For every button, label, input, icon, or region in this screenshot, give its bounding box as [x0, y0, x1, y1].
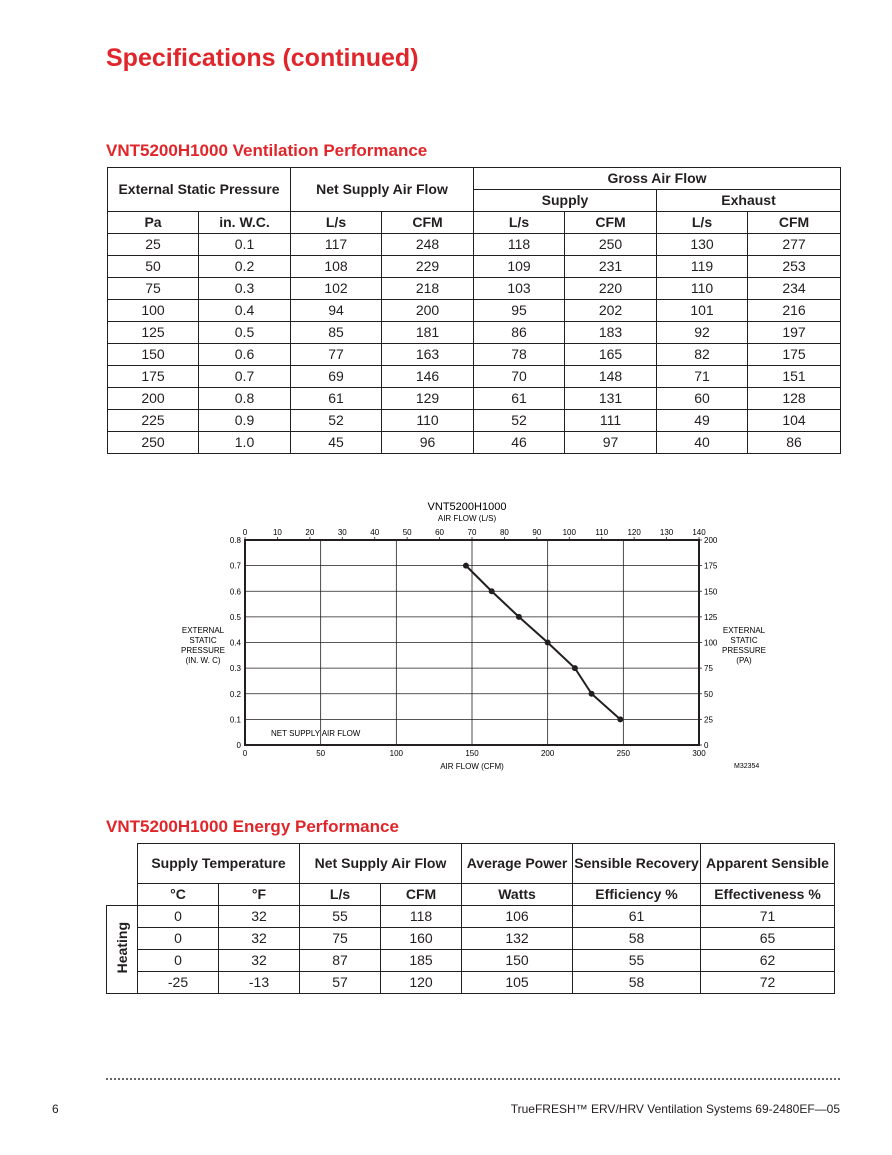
x-tick-label: 150 — [465, 749, 479, 758]
table-cell: 106 — [462, 906, 573, 928]
table-cell: 86 — [748, 432, 841, 454]
header-supply-ls: L/s — [474, 212, 565, 234]
chart-title: VNT5200H1000 — [427, 501, 507, 513]
table-cell: 0.7 — [199, 366, 291, 388]
table-cell: -25 — [138, 972, 219, 994]
table-row — [108, 234, 841, 256]
table-cell: 75 — [108, 278, 199, 300]
table-cell: 71 — [657, 366, 748, 388]
table-row — [108, 278, 841, 300]
x-top-tick-label: 60 — [435, 528, 445, 537]
table-row — [107, 972, 835, 994]
table-cell: 78 — [474, 344, 565, 366]
table-cell: 197 — [748, 322, 841, 344]
data-point — [545, 640, 551, 646]
table-row — [108, 388, 841, 410]
table-cell: 248 — [382, 234, 474, 256]
header-effectiveness: Effectiveness % — [701, 884, 835, 906]
y-tick-label: 0.6 — [229, 587, 241, 597]
table-cell: 108 — [291, 256, 382, 278]
table-cell: 229 — [382, 256, 474, 278]
data-point — [572, 665, 578, 671]
table-cell: 103 — [474, 278, 565, 300]
table-cell: 0.1 — [199, 234, 291, 256]
table-cell: 0 — [138, 906, 219, 928]
ventilation-table — [107, 167, 841, 454]
y-right-tick-label: 125 — [704, 612, 718, 622]
table-cell: 75 — [300, 928, 381, 950]
header-supply-cfm: CFM — [565, 212, 657, 234]
y-right-tick-label: 0 — [704, 741, 709, 750]
table-cell: 220 — [565, 278, 657, 300]
data-point — [516, 614, 522, 620]
table-cell: 200 — [382, 300, 474, 322]
table-cell: 109 — [474, 256, 565, 278]
table-cell: 69 — [291, 366, 382, 388]
table-cell: 0.5 — [199, 322, 291, 344]
performance-chart — [170, 495, 780, 780]
x-tick-label: 300 — [692, 749, 706, 758]
table-cell: 118 — [474, 234, 565, 256]
table-cell: 150 — [462, 950, 573, 972]
x-top-tick-label: 90 — [532, 528, 542, 537]
table-row — [108, 344, 841, 366]
table-cell: 97 — [565, 432, 657, 454]
table-row — [108, 410, 841, 432]
table-cell: 250 — [108, 432, 199, 454]
table-row — [108, 432, 841, 454]
y-tick-label: 0.4 — [229, 638, 241, 648]
table-cell: 85 — [291, 322, 382, 344]
y-right-tick-label: 200 — [704, 536, 718, 545]
table-cell: 146 — [382, 366, 474, 388]
table-cell: 117 — [291, 234, 382, 256]
chart-top-axis-label: AIR FLOW (L/S) — [437, 514, 497, 523]
x-tick-label: 250 — [616, 749, 631, 758]
header-sensible-recovery: Sensible Recovery — [573, 844, 701, 884]
chart-right-y-axis-label — [722, 626, 766, 665]
energy-table — [106, 843, 835, 994]
x-top-tick-label: 100 — [562, 528, 576, 537]
y-right-tick-label: 100 — [704, 638, 718, 648]
svg-text:EXTERNALSTATICPRESSURE(PA): EXTERNAL STATIC PRESSURE (PA) — [721, 626, 767, 665]
table-cell: 86 — [474, 322, 565, 344]
table-cell: 71 — [701, 906, 835, 928]
table-cell: 102 — [291, 278, 382, 300]
x-top-tick-label: 40 — [370, 528, 380, 537]
footer-text: TrueFRESH™ ERV/HRV Ventilation Systems 69-2480EF—05 — [510, 1102, 840, 1116]
table-cell: 96 — [382, 432, 474, 454]
header-supply: Supply — [474, 190, 657, 212]
header-energy-net-supply-air-flow: Net Supply Air Flow — [300, 844, 462, 884]
y-right-tick-label: 175 — [704, 561, 718, 571]
table-cell: 151 — [748, 366, 841, 388]
header-energy-ls: L/s — [300, 884, 381, 906]
table-cell: 163 — [382, 344, 474, 366]
table-cell: 70 — [474, 366, 565, 388]
table-cell: 119 — [657, 256, 748, 278]
x-tick-label: 200 — [540, 749, 555, 758]
table-cell: 104 — [748, 410, 841, 432]
y-right-tick-label: 50 — [704, 689, 713, 699]
x-tick-label: 100 — [389, 749, 404, 758]
x-top-tick-label: 10 — [272, 528, 282, 537]
table-cell: 95 — [474, 300, 565, 322]
header-pa: Pa — [108, 212, 199, 234]
table-cell: 175 — [108, 366, 199, 388]
page-title: Specifications (continued) — [106, 44, 419, 72]
series-label: NET SUPPLY AIR FLOW — [271, 729, 361, 738]
table-cell: 132 — [462, 928, 573, 950]
table-cell: 40 — [657, 432, 748, 454]
chart-left-y-axis-label — [181, 626, 225, 665]
x-top-tick-label: 80 — [499, 528, 509, 537]
y-tick-label: 0.8 — [229, 536, 241, 545]
table-cell: 175 — [748, 344, 841, 366]
x-top-tick-label: 140 — [692, 528, 706, 537]
x-top-tick-label: 30 — [337, 528, 347, 537]
chart-figure-code: M32354 — [734, 763, 760, 770]
x-top-tick-label: 20 — [305, 528, 315, 537]
header-average-power: Average Power — [462, 844, 573, 884]
table-cell: 50 — [108, 256, 199, 278]
x-top-tick-label: 50 — [402, 528, 412, 537]
data-point — [589, 691, 595, 697]
table-cell: 0.3 — [199, 278, 291, 300]
table-row — [108, 322, 841, 344]
footer-divider — [106, 1078, 840, 1080]
table-cell: 111 — [565, 410, 657, 432]
table-cell: 55 — [300, 906, 381, 928]
table-cell: 129 — [382, 388, 474, 410]
table-cell: 125 — [108, 322, 199, 344]
x-top-tick-label: 130 — [659, 528, 674, 537]
table-cell: 61 — [291, 388, 382, 410]
table-cell: 52 — [291, 410, 382, 432]
table-cell: 1.0 — [199, 432, 291, 454]
table-cell: 94 — [291, 300, 382, 322]
y-right-tick-label: 25 — [704, 715, 713, 725]
x-top-tick-label: 120 — [627, 528, 641, 537]
table-cell: 87 — [300, 950, 381, 972]
data-point — [617, 716, 623, 722]
header-supply-temperature: Supply Temperature — [138, 844, 300, 884]
table-row — [107, 928, 835, 950]
header-net-cfm: CFM — [382, 212, 474, 234]
table-row — [108, 300, 841, 322]
header-watts: Watts — [462, 884, 573, 906]
table-cell: 100 — [108, 300, 199, 322]
header-in-wc: in. W.C. — [199, 212, 291, 234]
table-cell: 160 — [381, 928, 462, 950]
header-exhaust: Exhaust — [657, 190, 841, 212]
header-fahrenheit: °F — [219, 884, 300, 906]
header-celsius: °C — [138, 884, 219, 906]
table-cell: 0.4 — [199, 300, 291, 322]
table-cell: 61 — [474, 388, 565, 410]
table-cell: 92 — [657, 322, 748, 344]
table-cell: 231 — [565, 256, 657, 278]
table-cell: 202 — [565, 300, 657, 322]
header-efficiency: Efficiency % — [573, 884, 701, 906]
x-top-tick-label: 0 — [242, 528, 248, 537]
table-cell: 105 — [462, 972, 573, 994]
table-cell: 0 — [138, 950, 219, 972]
table-cell: 62 — [701, 950, 835, 972]
y-right-tick-label: 150 — [704, 587, 718, 597]
table-cell: -13 — [219, 972, 300, 994]
table-row — [107, 906, 835, 928]
y-tick-label: 0.5 — [229, 612, 241, 622]
heating-label: Heating — [113, 922, 130, 974]
table-cell: 52 — [474, 410, 565, 432]
table-cell: 65 — [701, 928, 835, 950]
table-cell: 110 — [657, 278, 748, 300]
table-cell: 216 — [748, 300, 841, 322]
table-cell: 32 — [219, 906, 300, 928]
header-net-ls: L/s — [291, 212, 382, 234]
table-cell: 32 — [219, 950, 300, 972]
ventilation-section-title: VNT5200H1000 Ventilation Performance — [106, 141, 428, 160]
table-cell: 60 — [657, 388, 748, 410]
header-net-supply-air-flow: Net Supply Air Flow — [291, 168, 474, 212]
table-cell: 101 — [657, 300, 748, 322]
table-cell: 120 — [381, 972, 462, 994]
table-cell: 200 — [108, 388, 199, 410]
table-cell: 46 — [474, 432, 565, 454]
table-cell: 0.2 — [199, 256, 291, 278]
table-cell: 77 — [291, 344, 382, 366]
y-tick-label: 0.1 — [229, 715, 241, 725]
table-cell: 82 — [657, 344, 748, 366]
table-cell: 57 — [300, 972, 381, 994]
header-external-static-pressure: External Static Pressure — [108, 168, 291, 212]
table-cell: 25 — [108, 234, 199, 256]
table-row — [107, 950, 835, 972]
table-cell: 128 — [748, 388, 841, 410]
table-cell: 72 — [701, 972, 835, 994]
table-cell: 131 — [565, 388, 657, 410]
table-cell: 277 — [748, 234, 841, 256]
table-cell: 0 — [138, 928, 219, 950]
y-tick-label: 0.7 — [229, 561, 241, 571]
x-tick-label: 50 — [316, 749, 326, 758]
header-exhaust-ls: L/s — [657, 212, 748, 234]
header-exhaust-cfm: CFM — [748, 212, 841, 234]
table-cell: 130 — [657, 234, 748, 256]
y-tick-label: 0.2 — [229, 689, 241, 699]
data-point — [489, 588, 495, 594]
table-cell: 58 — [573, 972, 701, 994]
page-number: 6 — [52, 1102, 59, 1116]
table-cell: 181 — [382, 322, 474, 344]
table-cell: 225 — [108, 410, 199, 432]
table-cell: 49 — [657, 410, 748, 432]
table-cell: 110 — [382, 410, 474, 432]
table-cell: 183 — [565, 322, 657, 344]
energy-section-title: VNT5200H1000 Energy Performance — [106, 817, 399, 836]
table-cell: 218 — [382, 278, 474, 300]
data-point — [463, 563, 469, 569]
y-tick-label: 0 — [236, 741, 241, 750]
svg-text:EXTERNALSTATICPRESSURE(IN. W.: EXTERNAL STATIC PRESSURE (IN. W. C) — [180, 626, 226, 665]
x-top-tick-label: 70 — [467, 528, 477, 537]
header-gross-air-flow: Gross Air Flow — [474, 168, 841, 190]
header-energy-cfm: CFM — [381, 884, 462, 906]
table-cell: 118 — [381, 906, 462, 928]
table-cell: 148 — [565, 366, 657, 388]
table-cell: 0.6 — [199, 344, 291, 366]
table-cell: 253 — [748, 256, 841, 278]
table-cell: 150 — [108, 344, 199, 366]
table-row — [108, 256, 841, 278]
table-row — [108, 366, 841, 388]
x-top-tick-label: 110 — [595, 528, 609, 537]
table-cell: 0.8 — [199, 388, 291, 410]
table-cell: 0.9 — [199, 410, 291, 432]
heating-row-label-cell — [107, 906, 138, 994]
table-cell: 55 — [573, 950, 701, 972]
table-cell: 45 — [291, 432, 382, 454]
table-cell: 234 — [748, 278, 841, 300]
chart-x-axis-label: AIR FLOW (CFM) — [440, 762, 504, 771]
y-tick-label: 0.3 — [229, 664, 241, 674]
table-cell: 32 — [219, 928, 300, 950]
table-cell: 165 — [565, 344, 657, 366]
header-apparent-sensible: Apparent Sensible — [701, 844, 835, 884]
table-cell: 250 — [565, 234, 657, 256]
table-cell: 58 — [573, 928, 701, 950]
table-cell: 185 — [381, 950, 462, 972]
table-cell: 61 — [573, 906, 701, 928]
x-tick-label: 0 — [242, 749, 248, 758]
y-right-tick-label: 75 — [704, 664, 713, 674]
